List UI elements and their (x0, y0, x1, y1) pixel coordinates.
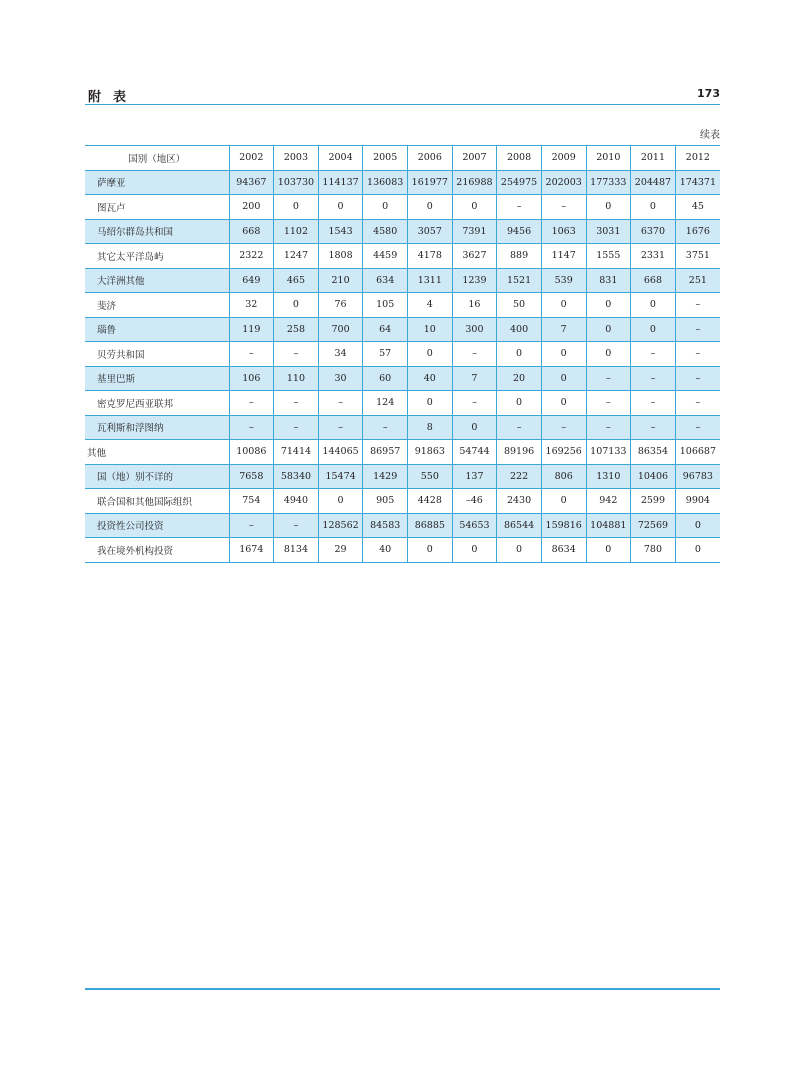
table-cell: 668 (631, 268, 676, 293)
table-cell: 942 (586, 489, 631, 514)
table-cell: 2430 (497, 489, 542, 514)
table-cell: 0 (452, 415, 497, 440)
table-cell: 20 (497, 366, 542, 391)
table-cell: 1311 (408, 268, 453, 293)
table-cell: 889 (497, 244, 542, 269)
table-cell: 649 (229, 268, 274, 293)
table-cell: 0 (541, 293, 586, 318)
table-cell: 106 (229, 366, 274, 391)
table-cell: – (497, 415, 542, 440)
table-cell: 0 (408, 342, 453, 367)
table-cell: 204487 (631, 170, 676, 195)
table-cell: 1147 (541, 244, 586, 269)
table-cell: 86885 (408, 513, 453, 538)
table-cell: 4940 (274, 489, 319, 514)
table-cell: 1808 (318, 244, 363, 269)
table-cell: – (274, 391, 319, 416)
table-cell: 539 (541, 268, 586, 293)
table-cell: 4 (408, 293, 453, 318)
table-cell: – (229, 342, 274, 367)
table-cell: 103730 (274, 170, 319, 195)
table-cell: 754 (229, 489, 274, 514)
column-header: 2009 (541, 146, 586, 171)
table-row (85, 464, 720, 489)
table-cell: 1429 (363, 464, 408, 489)
row-label: 贝劳共和国 (85, 342, 229, 367)
table-body (85, 170, 720, 562)
table-cell: 72569 (631, 513, 676, 538)
table-cell: 114137 (318, 170, 363, 195)
table-cell: 104881 (586, 513, 631, 538)
table-cell: – (497, 195, 542, 220)
column-header: 2008 (497, 146, 542, 171)
table-cell: 40 (408, 366, 453, 391)
table-cell: 2322 (229, 244, 274, 269)
table-cell: – (675, 317, 720, 342)
table-cell: 806 (541, 464, 586, 489)
table-cell: 1102 (274, 219, 319, 244)
table-cell: 89196 (497, 440, 542, 465)
table-cell: 1310 (586, 464, 631, 489)
row-label: 我在境外机构投资 (85, 538, 229, 563)
table-row (85, 195, 720, 220)
row-label: 密克罗尼西亚联邦 (85, 391, 229, 416)
table-cell: 9904 (675, 489, 720, 514)
table-cell: 58340 (274, 464, 319, 489)
table-cell: 136083 (363, 170, 408, 195)
table-cell: – (675, 342, 720, 367)
table-cell: 216988 (452, 170, 497, 195)
table-cell: 0 (631, 195, 676, 220)
table-cell: – (229, 513, 274, 538)
table-cell: 200 (229, 195, 274, 220)
table-cell: 210 (318, 268, 363, 293)
table-row (85, 293, 720, 318)
table-cell: 161977 (408, 170, 453, 195)
table-cell: 57 (363, 342, 408, 367)
table-cell: 0 (541, 342, 586, 367)
table-row (85, 538, 720, 563)
table-cell: 0 (586, 342, 631, 367)
table-cell: – (229, 391, 274, 416)
table-cell: 86354 (631, 440, 676, 465)
table-cell: 40 (363, 538, 408, 563)
table-cell: 0 (452, 195, 497, 220)
table-cell: – (675, 366, 720, 391)
table-cell: 634 (363, 268, 408, 293)
table-row (85, 489, 720, 514)
table-cell: 0 (586, 317, 631, 342)
table-row (85, 244, 720, 269)
table-cell: 202003 (541, 170, 586, 195)
table-cell: 4580 (363, 219, 408, 244)
table-cell: 4178 (408, 244, 453, 269)
column-header: 2004 (318, 146, 363, 171)
table-cell: 169256 (541, 440, 586, 465)
table-cell: 0 (274, 195, 319, 220)
table-cell: 0 (408, 391, 453, 416)
table-cell: 1521 (497, 268, 542, 293)
row-label: 瑙鲁 (85, 317, 229, 342)
table-cell: 0 (586, 293, 631, 318)
table-cell: 0 (541, 391, 586, 416)
table-cell: 0 (497, 538, 542, 563)
column-header: 2005 (363, 146, 408, 171)
table-cell: 84583 (363, 513, 408, 538)
table-cell: 0 (675, 538, 720, 563)
row-label: 瓦利斯和浮图纳 (85, 415, 229, 440)
table-cell: 86544 (497, 513, 542, 538)
row-label: 其它太平洋岛屿 (85, 244, 229, 269)
table-cell: 6370 (631, 219, 676, 244)
table-cell: 465 (274, 268, 319, 293)
row-label: 图瓦卢 (85, 195, 229, 220)
table-cell: – (452, 342, 497, 367)
table-cell: 15474 (318, 464, 363, 489)
table-cell: – (318, 415, 363, 440)
table-cell: 1676 (675, 219, 720, 244)
table-cell: 144065 (318, 440, 363, 465)
column-header: 2006 (408, 146, 453, 171)
table-cell: 0 (586, 195, 631, 220)
table-cell: 258 (274, 317, 319, 342)
table-cell: 71414 (274, 440, 319, 465)
row-label: 基里巴斯 (85, 366, 229, 391)
table-cell: 50 (497, 293, 542, 318)
table-cell: 550 (408, 464, 453, 489)
table-cell: 1239 (452, 268, 497, 293)
table-cell: – (541, 195, 586, 220)
column-header: 2003 (274, 146, 319, 171)
table-cell: 0 (408, 195, 453, 220)
table-cell: 3031 (586, 219, 631, 244)
table-cell: 64 (363, 317, 408, 342)
table-cell: 700 (318, 317, 363, 342)
table-cell: 119 (229, 317, 274, 342)
table-cell: 8 (408, 415, 453, 440)
table-cell: 174371 (675, 170, 720, 195)
table-row (85, 391, 720, 416)
table-cell: 45 (675, 195, 720, 220)
table-cell: 3057 (408, 219, 453, 244)
table-cell: – (229, 415, 274, 440)
column-header: 国别（地区） (85, 146, 229, 171)
table-cell: – (586, 391, 631, 416)
table-cell: 105 (363, 293, 408, 318)
table-cell: – (675, 391, 720, 416)
table-cell: 96783 (675, 464, 720, 489)
table-cell: – (631, 366, 676, 391)
table-cell: 4459 (363, 244, 408, 269)
section-title: 附表 (88, 90, 139, 105)
table-cell: 905 (363, 489, 408, 514)
table-cell: 9456 (497, 219, 542, 244)
column-header: 2007 (452, 146, 497, 171)
table-cell: 1063 (541, 219, 586, 244)
table-cell: 1555 (586, 244, 631, 269)
table-cell: 4428 (408, 489, 453, 514)
table-cell: 7391 (452, 219, 497, 244)
table-cell: – (586, 366, 631, 391)
table-cell: – (541, 415, 586, 440)
table-cell: 34 (318, 342, 363, 367)
row-label: 投资性公司投资 (85, 513, 229, 538)
table-cell: 400 (497, 317, 542, 342)
row-label: 斐济 (85, 293, 229, 318)
table-cell: 1674 (229, 538, 274, 563)
table-cell: 10406 (631, 464, 676, 489)
table-cell: 3751 (675, 244, 720, 269)
table-cell: 177333 (586, 170, 631, 195)
row-label: 大洋洲其他 (85, 268, 229, 293)
table-row (85, 170, 720, 195)
table-cell: 0 (363, 195, 408, 220)
table-cell: 86957 (363, 440, 408, 465)
table-cell: – (274, 513, 319, 538)
column-header: 2002 (229, 146, 274, 171)
table-row (85, 342, 720, 367)
table-cell: 94367 (229, 170, 274, 195)
table-cell: 124 (363, 391, 408, 416)
table-cell: – (363, 415, 408, 440)
table-cell: – (631, 391, 676, 416)
table-cell: 3627 (452, 244, 497, 269)
table-cell: 8134 (274, 538, 319, 563)
table-cell: 0 (541, 366, 586, 391)
table-cell: –46 (452, 489, 497, 514)
page-number: 173 (697, 87, 720, 100)
table-cell: – (274, 415, 319, 440)
table-cell: 0 (497, 391, 542, 416)
table-cell: – (631, 415, 676, 440)
page-header (85, 82, 720, 106)
table-cell: – (675, 293, 720, 318)
table-cell: 1543 (318, 219, 363, 244)
table-cell: 300 (452, 317, 497, 342)
table-cell: 831 (586, 268, 631, 293)
table-cell: 137 (452, 464, 497, 489)
table-cell: 54653 (452, 513, 497, 538)
column-header: 2012 (675, 146, 720, 171)
table-cell: 2599 (631, 489, 676, 514)
row-label: 国（地）别不详的 (85, 464, 229, 489)
table-cell: 29 (318, 538, 363, 563)
table-cell: 0 (631, 293, 676, 318)
table-cell: 32 (229, 293, 274, 318)
table-cell: 0 (675, 513, 720, 538)
table-cell: 76 (318, 293, 363, 318)
table-header-row (85, 146, 720, 171)
table-cell: 254975 (497, 170, 542, 195)
table-cell: 10086 (229, 440, 274, 465)
table-cell: 107133 (586, 440, 631, 465)
table-cell: – (452, 391, 497, 416)
table-cell: 0 (586, 538, 631, 563)
table-cell: 7658 (229, 464, 274, 489)
column-header: 2011 (631, 146, 676, 171)
table-cell: 60 (363, 366, 408, 391)
table-cell: 7 (452, 366, 497, 391)
table-row (85, 366, 720, 391)
table-cell: 2331 (631, 244, 676, 269)
table-cell: – (318, 391, 363, 416)
table-cell: 0 (318, 195, 363, 220)
table-row (85, 317, 720, 342)
table-row (85, 513, 720, 538)
table-row (85, 219, 720, 244)
continued-label: 续表 (700, 130, 720, 141)
table-cell: 0 (631, 317, 676, 342)
column-header: 2010 (586, 146, 631, 171)
table-cell: 30 (318, 366, 363, 391)
table-cell: 106687 (675, 440, 720, 465)
table-cell: 16 (452, 293, 497, 318)
table-cell: – (675, 415, 720, 440)
table-cell: 110 (274, 366, 319, 391)
table-cell: 780 (631, 538, 676, 563)
table-cell: 0 (497, 342, 542, 367)
table-cell: – (586, 415, 631, 440)
table-cell: 54744 (452, 440, 497, 465)
table-cell: 1247 (274, 244, 319, 269)
table-cell: 0 (318, 489, 363, 514)
table-cell: 91863 (408, 440, 453, 465)
table-cell: 10 (408, 317, 453, 342)
table-cell: 0 (274, 293, 319, 318)
header-divider (85, 104, 720, 105)
table-cell: 0 (541, 489, 586, 514)
row-label: 其他 (85, 440, 229, 465)
table-cell: – (631, 342, 676, 367)
table-cell: 7 (541, 317, 586, 342)
table-cell: 128562 (318, 513, 363, 538)
table-cell: 8634 (541, 538, 586, 563)
row-label: 联合国和其他国际组织 (85, 489, 229, 514)
table-cell: – (274, 342, 319, 367)
table-cell: 251 (675, 268, 720, 293)
row-label: 萨摩亚 (85, 170, 229, 195)
table-cell: 159816 (541, 513, 586, 538)
table-cell: 0 (408, 538, 453, 563)
table-row (85, 415, 720, 440)
table-row (85, 268, 720, 293)
table-row (85, 440, 720, 465)
table-cell: 668 (229, 219, 274, 244)
row-label: 马绍尔群岛共和国 (85, 219, 229, 244)
footer-divider (85, 988, 720, 990)
investment-table (85, 145, 720, 563)
table-cell: 0 (452, 538, 497, 563)
table-cell: 222 (497, 464, 542, 489)
